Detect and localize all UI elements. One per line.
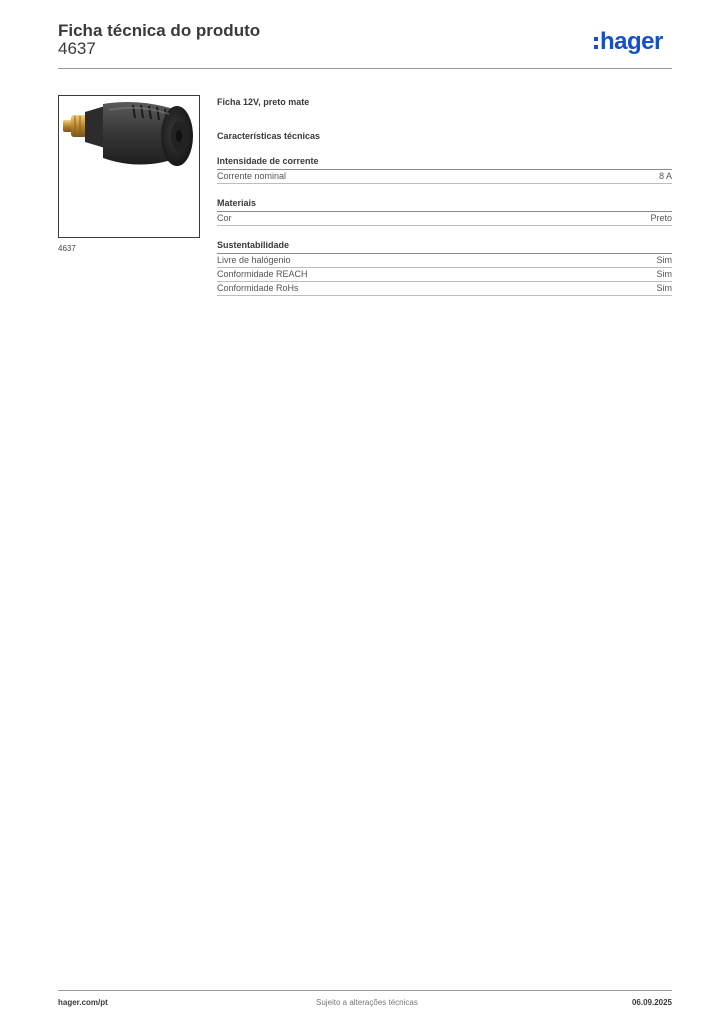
plug-icon: [59, 96, 199, 237]
spec-value: Sim: [656, 269, 672, 279]
product-image: [58, 95, 200, 238]
section-title: Materiais: [217, 198, 672, 212]
image-caption: 4637: [58, 244, 76, 253]
tech-characteristics-heading: Características técnicas: [217, 131, 321, 141]
section-current: [217, 156, 672, 184]
section-title: Intensidade de corrente: [217, 156, 672, 170]
spec-value: 8 A: [658, 171, 672, 181]
footer-date: 06.09.2025: [631, 998, 672, 1007]
spec-row: [217, 282, 672, 296]
spec-label: Cor: [217, 213, 232, 223]
spec-label: Livre de halógenio: [217, 255, 291, 265]
logo-text: hager: [600, 28, 663, 55]
section-materials: [217, 198, 672, 226]
spec-row: [217, 212, 672, 226]
spec-value: Sim: [656, 255, 672, 265]
spec-row: [217, 268, 672, 282]
spec-content: [217, 96, 672, 296]
spec-label: Corrente nominal: [217, 171, 287, 181]
spec-value: Sim: [656, 283, 672, 293]
spec-label: Conformidade RoHs: [217, 283, 299, 293]
logo-dots-icon: [594, 37, 598, 49]
spec-row: [217, 170, 672, 184]
footer-website-link[interactable]: hager.com/pt: [58, 998, 108, 1007]
product-code: 4637: [58, 39, 96, 58]
footer-divider: [58, 990, 672, 991]
product-description: Ficha 12V, preto mate: [217, 97, 310, 107]
footer-notice: Sujeito a alterações técnicas: [316, 998, 418, 1007]
spec-label: Conformidade REACH: [217, 269, 308, 279]
hager-logo[interactable]: [594, 28, 663, 56]
section-title: Sustentabilidade: [217, 240, 672, 254]
page-title: Ficha técnica do produto: [58, 21, 261, 40]
spec-value: Preto: [650, 213, 672, 223]
header-divider: [58, 68, 672, 69]
section-sustainability: [217, 240, 672, 296]
spec-row: [217, 254, 672, 268]
